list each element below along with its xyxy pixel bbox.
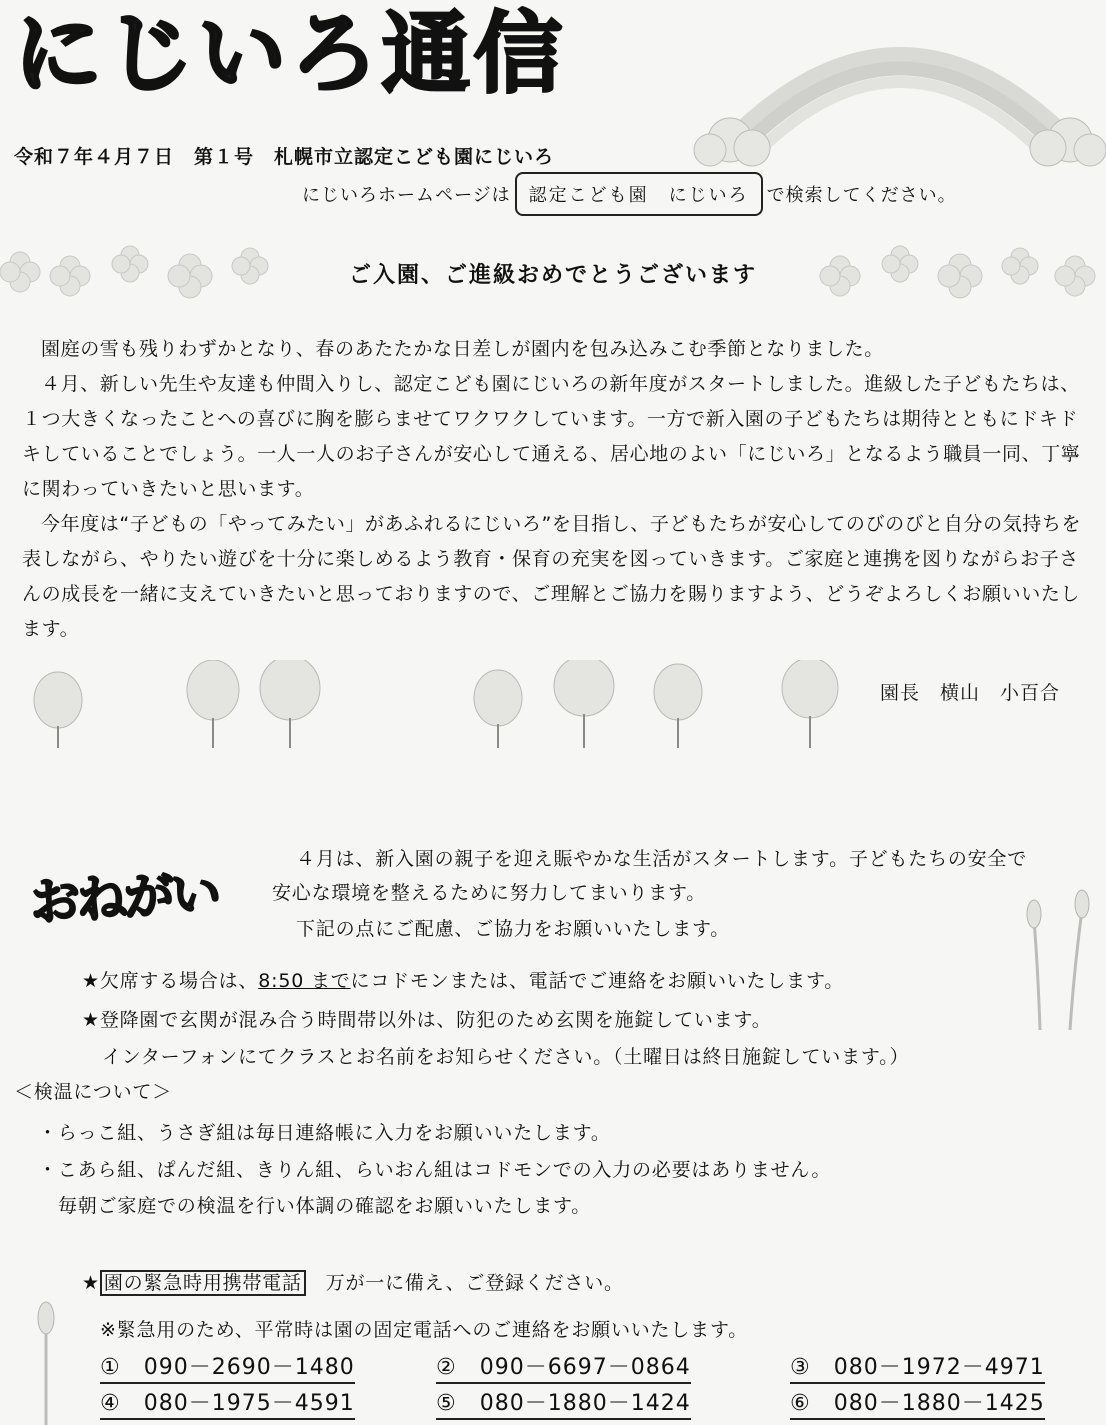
- emergency-phone-label: 園の緊急時用携帯電話: [100, 1270, 306, 1296]
- homepage-note: [302, 172, 957, 216]
- absence-deadline: 8:50 まで: [258, 970, 351, 992]
- search-term-box: 認定こども園 にじいろ: [515, 172, 763, 216]
- absence-suffix: にコドモンまたは、電話でご連絡をお願いいたします。: [350, 970, 845, 992]
- plant-illustration: [1010, 880, 1100, 1040]
- temperature-item-1: ・らっこ組、うさぎ組は毎日連絡帳に入力をお願いいたします。: [38, 1122, 611, 1144]
- greeting-paragraph-2: ４月、新しい先生や友達も仲間入りし、認定こども園にじいろの新年度がスタートしました。進級した子どもたちは、１つ大きくなったことへの喜びに胸を膨らませてワクワクしています。一方で新入園の子どもたちは期待とともにドキドキしていることでしょう。一人一人のお子さんが安心して通える、居心地のよい「にじいろ」となるよう職員一同、丁寧に関わっていきたいと思います。: [22, 373, 1081, 500]
- star-icon: ★: [82, 1272, 100, 1294]
- phone-number-3: ③ 080－1972－4971: [790, 1350, 1045, 1384]
- phone-number-4: ④ 080－1975－4591: [100, 1386, 355, 1420]
- greeting-paragraph-3: 今年度は“子どもの「やってみたい」があふれるにじいろ”を目指し、子どもたちが安心してのびのびと自分の気持ちを表しながら、やりたい遊びを十分に楽しめるよう教育・保育の充実を図っていきます。ご家庭と連携を図りながらお子さんの成長を一緒に支えていきたいと思っておりますので、ご理解とご協力を賜りますよう、どうぞよろしくお願いいたします。: [22, 513, 1082, 640]
- emergency-phone-heading: [82, 1268, 624, 1295]
- absence-prefix: ★欠席する場合は、: [82, 970, 259, 992]
- temperature-heading: ＜検温について＞: [14, 1081, 173, 1103]
- temperature-item-2: ・こあら組、ぱんだ組、きりん組、らいおん組はコドモンでの入力の必要はありません。: [38, 1159, 832, 1181]
- request-intro-1: ４月は、新入園の親子を迎え賑やかな生活がスタートします。子どもたちの安全で: [296, 848, 1028, 870]
- homepage-prefix: にじいろホームページは: [302, 185, 511, 206]
- phone-number-1: ① 090－2690－1480: [100, 1350, 355, 1384]
- emergency-phone-text: 万が一に備え、ご登録ください。: [325, 1272, 624, 1294]
- newsletter-title: にじいろ通信: [14, 2, 567, 105]
- lock-note-2: インターフォンにてクラスとお名前をお知らせください。（土曜日は終日施錠しています。）: [102, 1046, 910, 1068]
- phone-number-2: ② 090－6697－0864: [436, 1350, 691, 1384]
- request-intro-3: 下記の点にご配慮、ご協力をお願いいたします。: [296, 918, 731, 940]
- issue-info: 令和７年４月７日 第１号 札幌市立認定こども園にじいろ: [14, 146, 555, 168]
- lock-note-1: ★登降園で玄関が混み合う時間帯以外は、防犯のため玄関を施錠しています。: [82, 1009, 772, 1031]
- greeting-paragraph-1: 園庭の雪も残りわずかとなり、春のあたたかな日差しが園内を包み込みこむ季節となりました。: [41, 338, 884, 360]
- plant-illustration-bottom: [6, 1300, 86, 1425]
- phone-number-5: ⑤ 080－1880－1424: [436, 1386, 691, 1420]
- phone-number-6: ⑥ 080－1880－1425: [790, 1386, 1045, 1420]
- trees-illustration: [18, 660, 848, 750]
- absence-note: [82, 966, 844, 993]
- temperature-note: 毎朝ご家庭での検温を行い体調の確認をお願いいたします。: [58, 1195, 592, 1217]
- onegai-badge: おねがい: [28, 864, 220, 932]
- request-intro-2: 安心な環境を整えるために努力してまいります。: [272, 882, 707, 904]
- rainbow-illustration: [690, 10, 1106, 190]
- homepage-suffix: で検索してください。: [766, 185, 957, 206]
- greeting-heading: ご入園、ご進級おめでとうございます: [348, 263, 757, 288]
- principal-signature: 園長 横山 小百合: [880, 682, 1061, 704]
- emergency-phone-note: ※緊急用のため、平常時は園の固定電話へのご連絡をお願いいたします。: [100, 1319, 749, 1341]
